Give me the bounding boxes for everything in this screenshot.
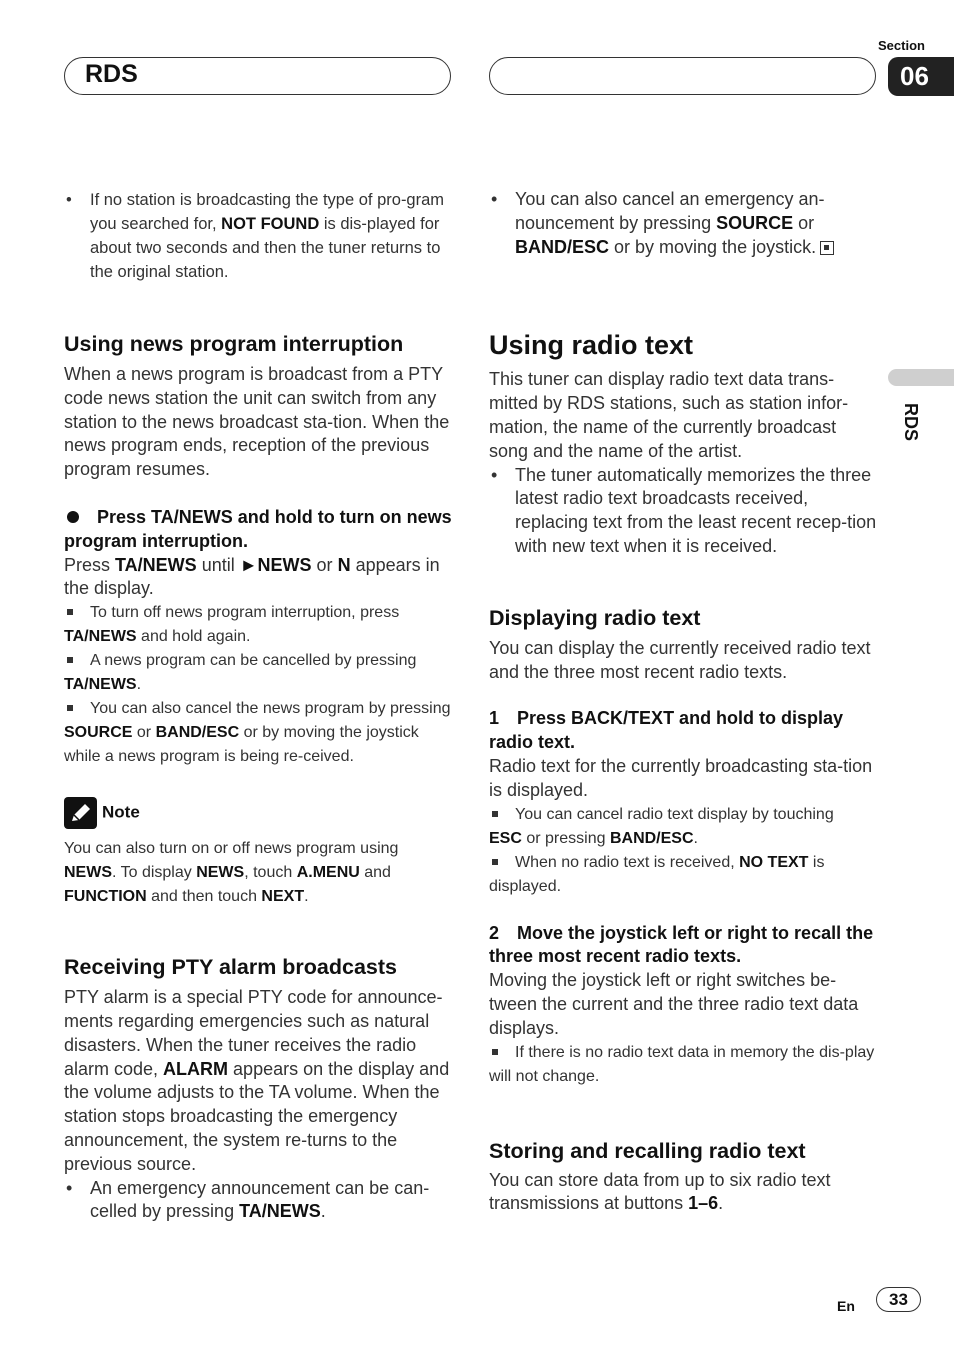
list-item: • You can also cancel an emergency an-nouncement by pressing SOURCE or BAND/ESC or by moving the joystick. — [489, 188, 879, 259]
note-header: Note — [64, 797, 452, 829]
list-item: A news program can be cancelled by pressing TA/NEWS. — [64, 649, 452, 697]
section-number: 06 — [888, 57, 954, 96]
list-item: You can cancel radio text display by touching ESC or pressing BAND/ESC. — [489, 803, 879, 851]
radio-text-body: This tuner can display radio text data trans-mitted by RDS stations, such as station infor-mation, the name of the currently broadcast song and the name of the artist. — [489, 369, 849, 461]
side-tab-label: RDS — [901, 403, 921, 442]
right-column — [489, 188, 879, 1216]
list-item: If there is no radio text data in memory the dis-play will not change. — [489, 1041, 879, 1089]
radio-text-heading: Using radio text — [489, 330, 694, 361]
note-pencil-icon — [64, 797, 97, 829]
bullet-dot-icon — [67, 511, 79, 523]
list-item: • The tuner automatically memorizes the three latest radio text broadcasts received, replacing text from the least recent recep-tion with new text when it is received. — [489, 464, 879, 559]
news-heading: Using news program interruption — [64, 332, 404, 356]
step-2-instruction: 2 Move the joystick left or right to recall the three most recent radio texts. — [489, 922, 874, 967]
end-of-section-icon — [820, 241, 834, 255]
side-tab-marker — [888, 369, 954, 386]
step-2-text: Moving the joystick left or right switches be-tween the current and the three radio text data displays. — [489, 970, 859, 1038]
storing-body: You can store data from up to six radio text transmissions at buttons 1–6. — [489, 1169, 831, 1214]
alarm-heading: Receiving PTY alarm broadcasts — [64, 955, 397, 980]
list-item: You can also cancel the news program by pressing SOURCE or BAND/ESC or by moving the joystick while a news program is being re-ceived. — [64, 697, 452, 769]
note-text: You can also turn on or off news program using NEWS. To display NEWS, touch A.MENU and FUNCTION and then touch NEXT. — [64, 840, 399, 906]
step-1-text: Radio text for the currently broadcasting sta-tion is displayed. — [489, 755, 873, 800]
news-step-instruction: Press TA/NEWS and hold to turn on news program interruption. — [64, 506, 452, 551]
alarm-body: PTY alarm is a special PTY code for announce-ments regarding emergencies such as natural disasters. When the tuner receives the radio alarm code, ALARM appears on the display and the volume adjusts to the TA volume. When the station stops broadcasting the emergency announcement, the system re-turns to the previous source. — [64, 987, 450, 1174]
list-item: • If no station is broadcasting the type of pro-gram you searched for, NOT FOUND is dis-played for about two seconds and then the tuner returns to the original station. — [64, 188, 452, 284]
section-label: Section — [878, 38, 925, 53]
list-item: When no radio text is received, NO TEXT is displayed. — [489, 851, 879, 899]
storing-heading: Storing and recalling radio text — [489, 1138, 806, 1163]
list-item: • An emergency announcement can be can-celled by pressing TA/NEWS. — [64, 1177, 452, 1225]
step-1-instruction: 1 Press BACK/TEXT and hold to display radio text. — [489, 708, 844, 753]
display-heading: Displaying radio text — [489, 605, 701, 630]
page-number: 33 — [876, 1287, 921, 1312]
left-column — [64, 188, 452, 1224]
section-title: RDS — [85, 60, 138, 88]
news-body: When a news program is broadcast from a PTY code news station the unit can switch from any station to the news broadcast sta-tion. When the news program ends, reception of the previous program resumes. — [64, 364, 450, 480]
news-step-text: Press TA/NEWS until ►NEWS or N appears in the display. — [64, 554, 440, 599]
list-item: To turn off news program interruption, press TA/NEWS and hold again. — [64, 601, 452, 649]
section-subtitle-frame — [489, 57, 876, 95]
language-label: En — [837, 1298, 855, 1314]
section-title-frame — [64, 57, 451, 95]
display-body: You can display the currently received radio text and the three most recent radio texts. — [489, 637, 871, 682]
